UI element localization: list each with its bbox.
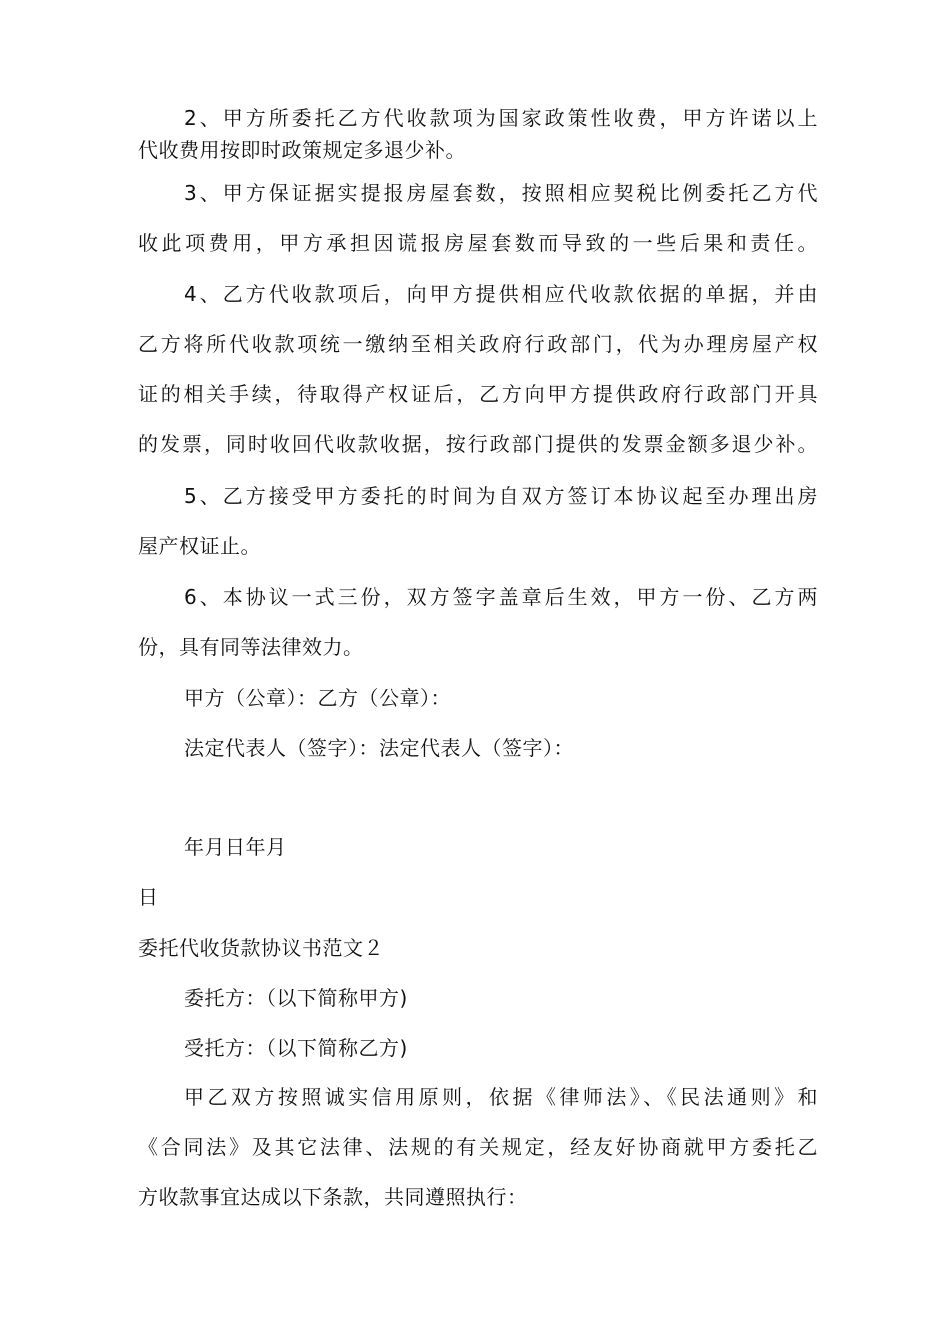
intro-line-3: 方收款事宜达成以下条款，共同遵照执行： xyxy=(138,1185,528,1209)
agent-line: 受托方：（以下简称乙方) xyxy=(184,1036,408,1060)
clause-3-line-1: 3、甲方保证据实提报房屋套数，按照相应契税比例委托乙方代 xyxy=(184,181,818,205)
clause-6-line-1: 6、本协议一式三份，双方签字盖章后生效，甲方一份、乙方两 xyxy=(184,585,818,609)
clause-6-line-2: 份，具有同等法律效力。 xyxy=(138,635,364,659)
date-line-1: 年月日年月 xyxy=(184,835,287,859)
clause-4-line-4: 的发票，同时收回代收款收据，按行政部门提供的发票金额多退少补。 xyxy=(138,432,818,456)
intro-line-2: 《合同法》及其它法律、法规的有关规定，经友好协商就甲方委托乙 xyxy=(138,1135,818,1159)
date-line-2: 日 xyxy=(138,885,159,909)
clause-5-line-2: 屋产权证止。 xyxy=(138,534,261,558)
clause-2-line-1: 2、甲方所委托乙方代收款项为国家政策性收费，甲方许诺以上 xyxy=(184,106,818,130)
section-title: 委托代收货款协议书范文２ xyxy=(138,936,384,960)
clause-4-line-2: 乙方将所代收款项统一缴纳至相关政府行政部门，代为办理房屋产权 xyxy=(138,332,818,356)
principal-line: 委托方：（以下简称甲方) xyxy=(184,986,408,1010)
clause-3-line-2: 收此项费用，甲方承担因谎报房屋套数而导致的一些后果和责任。 xyxy=(138,231,818,255)
seal-line: 甲方（公章）：乙方（公章）： xyxy=(184,686,451,710)
clause-4-line-3: 证的相关手续，待取得产权证后，乙方向甲方提供政府行政部门开具 xyxy=(138,382,818,406)
clause-2-line-2: 代收费用按即时政策规定多退少补。 xyxy=(138,138,466,162)
signature-line: 法定代表人（签字）：法定代表人（签字）： xyxy=(184,736,574,760)
intro-line-1: 甲乙双方按照诚实信用原则，依据《律师法》、《民法通则》和 xyxy=(184,1085,818,1109)
clause-4-line-1: 4、乙方代收款项后，向甲方提供相应代收款依据的单据，并由 xyxy=(184,282,818,306)
clause-5-line-1: 5、乙方接受甲方委托的时间为自双方签订本协议起至办理出房 xyxy=(184,484,818,508)
